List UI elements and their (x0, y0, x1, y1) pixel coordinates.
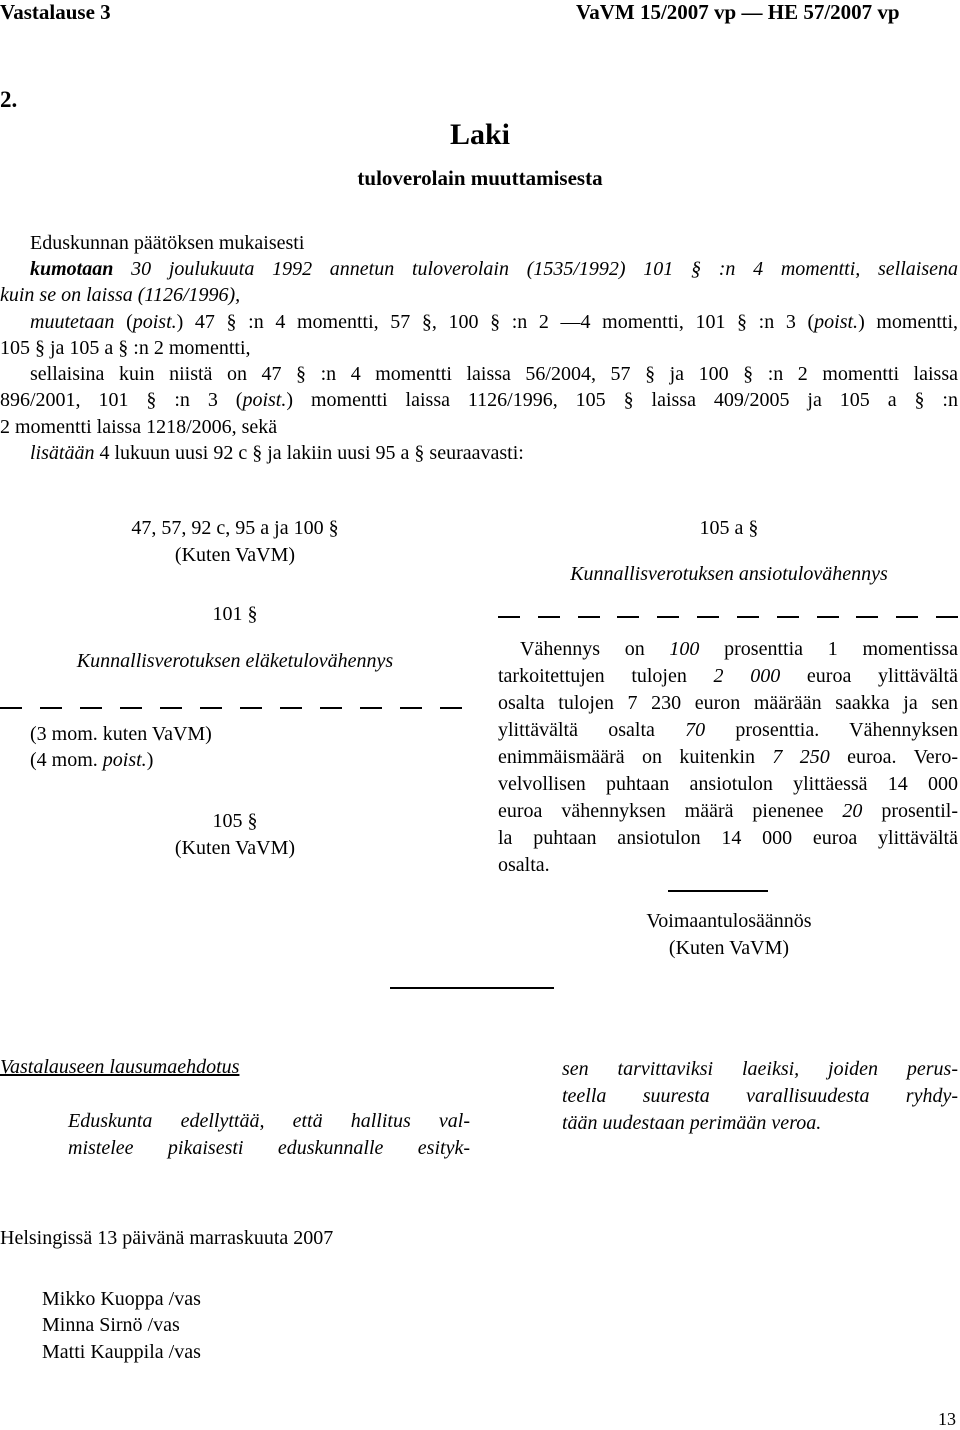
signer-3: Matti Kauppila /vas (42, 1341, 201, 1363)
s101-omission-dashes (0, 707, 462, 709)
entry-heading: Voimaantulosäännös (646, 910, 812, 932)
s105a-omission-dashes (498, 616, 958, 618)
preamble-kumotaan-line2: kuin se on laissa (1126/1996), (0, 284, 241, 306)
header-left: Vastalause 3 (0, 0, 111, 24)
entry-note: (Kuten VaVM) (668, 937, 790, 959)
section-separator-rule (668, 890, 768, 892)
signer-2: Minna Sirnö /vas (42, 1314, 180, 1336)
preamble-sellaisina-line1: sellaisina kuin niistä on 47 § :n 4 momentti laissa 56/2004, 57 § ja 100 § :n 2 momentti laissa (30, 363, 958, 385)
preamble-sellaisina-line3: 2 momentti laissa 1218/2006, sekä (0, 416, 278, 438)
s101-mom4: (4 mom. poist.) (30, 749, 154, 771)
preamble-sellaisina-line2: 896/2001, 101 § :n 3 (poist.) momentti laissa 1126/1996, 105 § laissa 409/2005 ja 105 a § :n (0, 389, 958, 411)
header-right: VaVM 15/2007 vp — HE 57/2007 vp (576, 0, 900, 24)
end-of-law-rule (390, 987, 554, 989)
signer-1: Mikko Kuoppa /vas (42, 1288, 201, 1310)
law-title: Laki (449, 118, 511, 151)
s105a-title: Kunnallisverotuksen ansiotulovähennys (570, 563, 888, 585)
statement-right: sen tarvittaviksi laeiksi, joiden perus- teella suuresta varallisuudesta ryhdy- tään uudestaan perimään veroa. (562, 1058, 958, 1134)
preamble-muutetaan: muutetaan (poist.) 47 § :n 4 momentti, 57 §, 100 § :n 2 —4 momentti, 101 § :n 3 (poist.) momentti, (30, 311, 959, 333)
s105a-body: Vähennys on 100 prosenttia 1 momentissa tarkoitettujen tulojen 2 000 euroa ylittävältä osalta tulojen 7 230 euron määrään saakka ja sen ylittävältä osalta 70 prosenttia. Vähennyksen enimmäismäärä on kuitenkin 7 250 euroa. Vero- velvollisen puhtaan ansiotulon ylittäessä 14 000 euroa vähennyksen määrä pienenee 20 prosentil- la puhtaan ansiotulon 14 000 euroa ylittävältä osalta. (498, 638, 958, 876)
s105-note: (Kuten VaVM) (174, 837, 296, 859)
law-subtitle: tuloverolain muuttamisesta (357, 166, 603, 190)
sections-heading: 47, 57, 92 c, 95 a ja 100 § (131, 517, 339, 539)
preamble-kumotaan: kumotaan 30 joulukuuta 1992 annetun tuloverolain (1535/1992) 101 § :n 4 momentti, sellaisena (30, 258, 959, 280)
preamble-line1: Eduskunnan päätöksen mukaisesti (30, 232, 305, 254)
s101-title: Kunnallisverotuksen eläketulovähennys (76, 650, 394, 672)
preamble-lisataan: lisätään 4 lukuun uusi 92 c § ja lakiin uusi 95 a § seuraavasti: (30, 442, 524, 464)
statement-heading: Vastalauseen lausumaehdotus (0, 1056, 240, 1078)
s101-mom3: (3 mom. kuten VaVM) (30, 723, 212, 745)
s101-heading: 101 § (212, 603, 258, 625)
page-number: 13 (938, 1409, 956, 1429)
s105a-heading: 105 a § (699, 517, 759, 539)
item-number: 2. (0, 87, 18, 112)
s105-heading: 105 § (212, 810, 258, 832)
statement-left: Eduskunta edellyttää, että hallitus val- mistelee pikaisesti eduskunnalle esityk- (68, 1110, 470, 1159)
place-date: Helsingissä 13 päivänä marraskuuta 2007 (0, 1227, 334, 1249)
sections-note: (Kuten VaVM) (174, 544, 296, 566)
preamble-muutetaan-line2: 105 § ja 105 a § :n 2 momentti, (0, 337, 251, 359)
